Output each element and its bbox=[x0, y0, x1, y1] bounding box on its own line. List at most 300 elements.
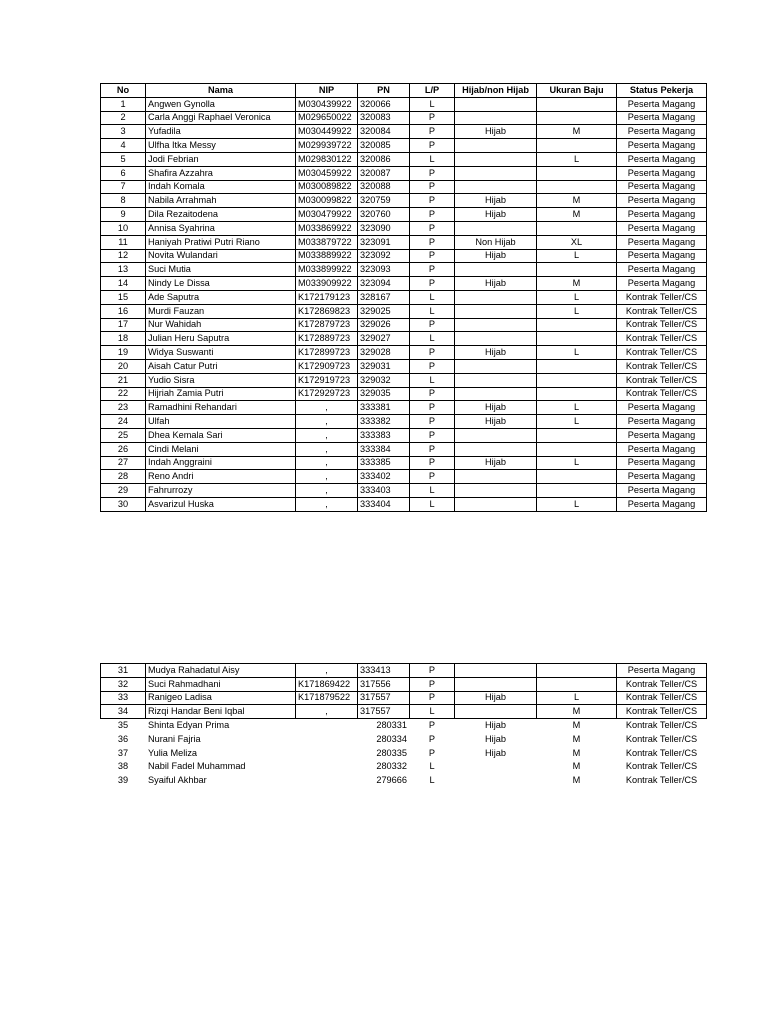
cell-status-pekerja: Peserta Magang bbox=[617, 139, 707, 153]
cell-pn: 329032 bbox=[358, 373, 410, 387]
table-row bbox=[101, 152, 707, 166]
cell-hijab: Hijab bbox=[455, 346, 537, 360]
cell-lp: P bbox=[410, 415, 455, 429]
cell-ukuran-baju bbox=[537, 470, 617, 484]
cell-pn: 333403 bbox=[358, 484, 410, 498]
cell-nip: K172879723 bbox=[296, 318, 358, 332]
cell-nama: Ade Saputra bbox=[146, 290, 296, 304]
cell-status-pekerja: Kontrak Teller/CS bbox=[625, 719, 698, 730]
table-row bbox=[101, 125, 707, 139]
table-row bbox=[101, 194, 707, 208]
cell-no: 10 bbox=[101, 221, 146, 235]
employee-table-continued bbox=[100, 663, 707, 788]
cell-nip bbox=[296, 732, 358, 746]
cell-nip: M029650022 bbox=[296, 111, 358, 125]
table-row bbox=[101, 97, 707, 111]
cell-pn: 333384 bbox=[358, 442, 410, 456]
cell-hijab bbox=[455, 359, 537, 373]
cell-hijab bbox=[455, 774, 537, 788]
header-row bbox=[101, 84, 707, 98]
cell-ukuran-baju bbox=[537, 166, 617, 180]
cell-no: 18 bbox=[101, 332, 146, 346]
cell-no: 38 bbox=[117, 761, 129, 772]
header-hijab: Hijab/non Hijab bbox=[455, 84, 537, 98]
cell-lp: P bbox=[410, 194, 455, 208]
cell-lp: P bbox=[410, 180, 455, 194]
cell-nama: Yulia Meliza bbox=[148, 747, 198, 758]
cell-no: 16 bbox=[101, 304, 146, 318]
cell-nama: Nurani Fajria bbox=[148, 733, 201, 744]
table-row bbox=[101, 208, 707, 222]
cell-status-pekerja: Kontrak Teller/CS bbox=[625, 761, 698, 772]
cell-hijab bbox=[455, 497, 537, 511]
cell-no: 26 bbox=[101, 442, 146, 456]
cell-nip: M033899922 bbox=[296, 263, 358, 277]
cell-hijab bbox=[455, 332, 537, 346]
cell-nip: M033879722 bbox=[296, 235, 358, 249]
cell-nip bbox=[296, 774, 358, 788]
cell-lp: L bbox=[410, 705, 455, 719]
table-row bbox=[101, 221, 707, 235]
cell-hijab: Hijab bbox=[455, 456, 537, 470]
cell-pn: 333383 bbox=[358, 428, 410, 442]
cell-status-pekerja: Kontrak Teller/CS bbox=[617, 359, 707, 373]
cell-ukuran-baju bbox=[537, 387, 617, 401]
cell-nip: , bbox=[296, 664, 358, 678]
cell-hijab bbox=[455, 152, 537, 166]
cell-no: 14 bbox=[101, 277, 146, 291]
table-row bbox=[101, 664, 707, 678]
cell-nama: Nabila Arrahmah bbox=[146, 194, 296, 208]
cell-no: 12 bbox=[101, 249, 146, 263]
employee-table bbox=[100, 83, 707, 512]
table-row bbox=[101, 677, 707, 691]
table-row bbox=[101, 139, 707, 153]
cell-nama: Nabil Fadel Muhammad bbox=[148, 761, 246, 772]
cell-nip: K172929723 bbox=[296, 387, 358, 401]
cell-nip bbox=[296, 719, 358, 733]
cell-pn: 329031 bbox=[358, 359, 410, 373]
cell-no: 3 bbox=[101, 125, 146, 139]
cell-nama: Suci Rahmadhani bbox=[146, 677, 296, 691]
cell-pn: 320088 bbox=[358, 180, 410, 194]
cell-status-pekerja: Kontrak Teller/CS bbox=[617, 346, 707, 360]
cell-lp: P bbox=[428, 733, 436, 744]
cell-nama: Murdi Fauzan bbox=[146, 304, 296, 318]
cell-ukuran-baju bbox=[537, 332, 617, 346]
cell-pn: 323094 bbox=[358, 277, 410, 291]
cell-ukuran-baju: M bbox=[572, 719, 581, 730]
cell-nama: Ramadhini Rehandari bbox=[146, 401, 296, 415]
cell-lp: P bbox=[410, 263, 455, 277]
cell-no: 35 bbox=[117, 719, 129, 730]
cell-nip: M030099822 bbox=[296, 194, 358, 208]
cell-status-pekerja: Peserta Magang bbox=[617, 208, 707, 222]
cell-nip: , bbox=[296, 442, 358, 456]
header-pn: PN bbox=[358, 84, 410, 98]
table-row bbox=[101, 732, 707, 746]
cell-no: 7 bbox=[101, 180, 146, 194]
cell-hijab: Hijab bbox=[485, 747, 506, 758]
cell-lp: P bbox=[410, 456, 455, 470]
cell-hijab: Hijab bbox=[455, 277, 537, 291]
table-body-continued bbox=[101, 664, 707, 788]
cell-lp: P bbox=[410, 387, 455, 401]
cell-hijab: Hijab bbox=[455, 249, 537, 263]
cell-nama: Dila Rezaitodena bbox=[146, 208, 296, 222]
cell-status-pekerja: Kontrak Teller/CS bbox=[625, 775, 698, 786]
table-row bbox=[101, 484, 707, 498]
cell-nama: Nindy Le Dissa bbox=[146, 277, 296, 291]
cell-nip: , bbox=[296, 484, 358, 498]
cell-nama: Yufadila bbox=[146, 125, 296, 139]
table-row bbox=[101, 442, 707, 456]
cell-lp: P bbox=[410, 691, 455, 705]
cell-no: 25 bbox=[101, 428, 146, 442]
cell-status-pekerja: Peserta Magang bbox=[617, 401, 707, 415]
cell-pn: 320759 bbox=[358, 194, 410, 208]
cell-lp: L bbox=[410, 497, 455, 511]
cell-ukuran-baju: L bbox=[537, 304, 617, 318]
cell-no: 5 bbox=[101, 152, 146, 166]
cell-ukuran-baju: L bbox=[537, 415, 617, 429]
table-row bbox=[101, 428, 707, 442]
cell-pn: 323093 bbox=[358, 263, 410, 277]
cell-nama: Aisah Catur Putri bbox=[146, 359, 296, 373]
table-row bbox=[101, 373, 707, 387]
cell-nama: Carla Anggi Raphael Veronica bbox=[146, 111, 296, 125]
table-row bbox=[101, 415, 707, 429]
cell-status-pekerja: Peserta Magang bbox=[617, 442, 707, 456]
cell-no: 30 bbox=[101, 497, 146, 511]
cell-lp: P bbox=[428, 719, 436, 730]
cell-no: 31 bbox=[101, 664, 146, 678]
cell-no: 15 bbox=[101, 290, 146, 304]
cell-nip: , bbox=[296, 470, 358, 484]
cell-status-pekerja: Peserta Magang bbox=[617, 125, 707, 139]
cell-lp: P bbox=[410, 470, 455, 484]
cell-ukuran-baju: M bbox=[572, 761, 581, 772]
cell-lp: P bbox=[410, 111, 455, 125]
cell-nama: Nur Wahidah bbox=[146, 318, 296, 332]
cell-status-pekerja: Peserta Magang bbox=[617, 152, 707, 166]
cell-nip: K172889723 bbox=[296, 332, 358, 346]
cell-no: 13 bbox=[101, 263, 146, 277]
cell-pn: 317557 bbox=[358, 705, 410, 719]
cell-no: 36 bbox=[117, 733, 129, 744]
cell-lp: L bbox=[410, 332, 455, 346]
cell-status-pekerja: Peserta Magang bbox=[617, 111, 707, 125]
cell-nip bbox=[296, 746, 358, 760]
cell-lp: L bbox=[410, 304, 455, 318]
cell-nama: Annisa Syahrina bbox=[146, 221, 296, 235]
cell-status-pekerja: Peserta Magang bbox=[617, 277, 707, 291]
cell-nip: K172179123 bbox=[296, 290, 358, 304]
cell-status-pekerja: Peserta Magang bbox=[617, 180, 707, 194]
cell-pn: 333382 bbox=[358, 415, 410, 429]
cell-nip bbox=[296, 760, 358, 774]
cell-hijab: Hijab bbox=[455, 691, 537, 705]
cell-status-pekerja: Peserta Magang bbox=[617, 497, 707, 511]
header-ukuran-baju: Ukuran Baju bbox=[537, 84, 617, 98]
table-row bbox=[101, 277, 707, 291]
cell-no: 27 bbox=[101, 456, 146, 470]
cell-nip: , bbox=[296, 497, 358, 511]
cell-nip: M033869922 bbox=[296, 221, 358, 235]
table-row bbox=[101, 249, 707, 263]
cell-nama: Haniyah Pratiwi Putri Riano bbox=[146, 235, 296, 249]
cell-ukuran-baju: L bbox=[537, 152, 617, 166]
cell-pn: 333404 bbox=[358, 497, 410, 511]
cell-hijab bbox=[455, 387, 537, 401]
table-row bbox=[101, 719, 707, 733]
cell-status-pekerja: Kontrak Teller/CS bbox=[617, 691, 707, 705]
cell-ukuran-baju: XL bbox=[537, 235, 617, 249]
cell-ukuran-baju: M bbox=[537, 705, 617, 719]
cell-status-pekerja: Peserta Magang bbox=[617, 664, 707, 678]
table-row bbox=[101, 332, 707, 346]
cell-pn: 333402 bbox=[358, 470, 410, 484]
cell-pn: 320760 bbox=[358, 208, 410, 222]
cell-no: 37 bbox=[117, 747, 129, 758]
cell-status-pekerja: Peserta Magang bbox=[617, 221, 707, 235]
cell-ukuran-baju: L bbox=[537, 691, 617, 705]
cell-ukuran-baju bbox=[537, 221, 617, 235]
cell-pn: 323091 bbox=[358, 235, 410, 249]
cell-lp: P bbox=[410, 428, 455, 442]
cell-status-pekerja: Kontrak Teller/CS bbox=[617, 290, 707, 304]
cell-ukuran-baju: M bbox=[537, 208, 617, 222]
cell-nama: Julian Heru Saputra bbox=[146, 332, 296, 346]
cell-hijab: Hijab bbox=[455, 415, 537, 429]
table-row bbox=[101, 470, 707, 484]
cell-lp: P bbox=[410, 125, 455, 139]
cell-ukuran-baju: L bbox=[537, 456, 617, 470]
cell-status-pekerja: Peserta Magang bbox=[617, 249, 707, 263]
cell-pn: 329035 bbox=[358, 387, 410, 401]
cell-status-pekerja: Kontrak Teller/CS bbox=[617, 304, 707, 318]
cell-nip: K172869823 bbox=[296, 304, 358, 318]
cell-ukuran-baju bbox=[537, 664, 617, 678]
cell-nip: K171869422 bbox=[296, 677, 358, 691]
cell-hijab: Hijab bbox=[485, 733, 506, 744]
cell-no: 6 bbox=[101, 166, 146, 180]
cell-pn: 320083 bbox=[358, 111, 410, 125]
table-row bbox=[101, 456, 707, 470]
cell-ukuran-baju bbox=[537, 139, 617, 153]
cell-nip: M030459922 bbox=[296, 166, 358, 180]
cell-ukuran-baju bbox=[537, 180, 617, 194]
cell-nip: M030089822 bbox=[296, 180, 358, 194]
cell-status-pekerja: Peserta Magang bbox=[617, 194, 707, 208]
cell-lp: L bbox=[410, 152, 455, 166]
cell-no: 8 bbox=[101, 194, 146, 208]
cell-nip: , bbox=[296, 401, 358, 415]
cell-no: 23 bbox=[101, 401, 146, 415]
header-no: No bbox=[101, 84, 146, 98]
cell-nama: Mudya Rahadatul Aisy bbox=[146, 664, 296, 678]
cell-status-pekerja: Peserta Magang bbox=[617, 235, 707, 249]
cell-ukuran-baju: M bbox=[537, 125, 617, 139]
cell-status-pekerja: Peserta Magang bbox=[617, 456, 707, 470]
cell-nip: , bbox=[296, 428, 358, 442]
cell-nama: Jodi Febrian bbox=[146, 152, 296, 166]
cell-hijab bbox=[455, 290, 537, 304]
cell-no: 21 bbox=[101, 373, 146, 387]
header-status-pekerja: Status Pekerja bbox=[617, 84, 707, 98]
cell-nama: Novita Wulandari bbox=[146, 249, 296, 263]
cell-nama: Widya Suswanti bbox=[146, 346, 296, 360]
cell-status-pekerja: Peserta Magang bbox=[617, 263, 707, 277]
cell-nip: M033909922 bbox=[296, 277, 358, 291]
cell-lp: L bbox=[410, 484, 455, 498]
cell-ukuran-baju bbox=[537, 373, 617, 387]
cell-status-pekerja: Peserta Magang bbox=[617, 166, 707, 180]
table-row bbox=[101, 387, 707, 401]
cell-nama: Suci Mutia bbox=[146, 263, 296, 277]
cell-hijab bbox=[455, 166, 537, 180]
cell-lp: P bbox=[410, 235, 455, 249]
cell-lp: P bbox=[410, 442, 455, 456]
cell-lp: P bbox=[410, 277, 455, 291]
cell-nip: K172909723 bbox=[296, 359, 358, 373]
cell-pn: 333413 bbox=[358, 664, 410, 678]
cell-hijab bbox=[455, 760, 537, 774]
cell-pn: 320087 bbox=[358, 166, 410, 180]
table-row bbox=[101, 359, 707, 373]
cell-hijab bbox=[455, 484, 537, 498]
cell-nama: Rizqi Handar Beni Iqbal bbox=[146, 705, 296, 719]
cell-hijab: Hijab bbox=[455, 194, 537, 208]
cell-nip: M030449922 bbox=[296, 125, 358, 139]
cell-ukuran-baju: M bbox=[572, 747, 581, 758]
cell-no: 28 bbox=[101, 470, 146, 484]
cell-no: 17 bbox=[101, 318, 146, 332]
cell-hijab bbox=[455, 304, 537, 318]
cell-no: 34 bbox=[101, 705, 146, 719]
cell-status-pekerja: Peserta Magang bbox=[617, 428, 707, 442]
cell-hijab bbox=[455, 705, 537, 719]
cell-no: 39 bbox=[117, 775, 129, 786]
cell-hijab bbox=[455, 318, 537, 332]
cell-pn: 317556 bbox=[358, 677, 410, 691]
cell-lp: P bbox=[410, 221, 455, 235]
table-body bbox=[101, 97, 707, 511]
cell-nip: , bbox=[296, 415, 358, 429]
cell-hijab bbox=[455, 664, 537, 678]
table-row bbox=[101, 401, 707, 415]
cell-hijab bbox=[455, 263, 537, 277]
cell-nama: Syaiful Akhbar bbox=[148, 775, 207, 786]
cell-pn: 323092 bbox=[358, 249, 410, 263]
cell-no: 22 bbox=[101, 387, 146, 401]
table-row bbox=[101, 304, 707, 318]
table-row bbox=[101, 166, 707, 180]
cell-nip: M029830122 bbox=[296, 152, 358, 166]
table-row bbox=[101, 318, 707, 332]
cell-ukuran-baju bbox=[537, 97, 617, 111]
cell-pn: 317557 bbox=[358, 691, 410, 705]
cell-hijab bbox=[455, 428, 537, 442]
cell-nama: Reno Andri bbox=[146, 470, 296, 484]
cell-no: 2 bbox=[101, 111, 146, 125]
cell-hijab bbox=[455, 442, 537, 456]
cell-status-pekerja: Peserta Magang bbox=[617, 97, 707, 111]
cell-ukuran-baju: L bbox=[537, 401, 617, 415]
cell-status-pekerja: Kontrak Teller/CS bbox=[617, 677, 707, 691]
cell-nama: Fahrurrozy bbox=[146, 484, 296, 498]
cell-ukuran-baju bbox=[537, 263, 617, 277]
cell-ukuran-baju: M bbox=[537, 277, 617, 291]
cell-ukuran-baju bbox=[537, 442, 617, 456]
cell-status-pekerja: Kontrak Teller/CS bbox=[625, 747, 698, 758]
table-row bbox=[101, 290, 707, 304]
cell-nama: Ulfah bbox=[146, 415, 296, 429]
table-row bbox=[101, 497, 707, 511]
cell-no: 20 bbox=[101, 359, 146, 373]
cell-status-pekerja: Peserta Magang bbox=[617, 484, 707, 498]
cell-ukuran-baju: M bbox=[572, 733, 581, 744]
cell-no: 29 bbox=[101, 484, 146, 498]
cell-lp: P bbox=[410, 346, 455, 360]
cell-ukuran-baju bbox=[537, 428, 617, 442]
cell-status-pekerja: Peserta Magang bbox=[617, 415, 707, 429]
cell-pn: 280334 bbox=[376, 733, 407, 744]
cell-pn: 329028 bbox=[358, 346, 410, 360]
cell-ukuran-baju bbox=[537, 111, 617, 125]
table-row bbox=[101, 263, 707, 277]
cell-status-pekerja: Kontrak Teller/CS bbox=[617, 373, 707, 387]
header-nip: NIP bbox=[296, 84, 358, 98]
cell-pn: 320085 bbox=[358, 139, 410, 153]
cell-ukuran-baju: L bbox=[537, 290, 617, 304]
cell-nip: , bbox=[296, 456, 358, 470]
cell-pn: 328167 bbox=[358, 290, 410, 304]
cell-hijab: Hijab bbox=[485, 719, 506, 730]
cell-pn: 279666 bbox=[376, 775, 407, 786]
cell-lp: P bbox=[410, 677, 455, 691]
cell-no: 1 bbox=[101, 97, 146, 111]
cell-status-pekerja: Kontrak Teller/CS bbox=[617, 332, 707, 346]
cell-hijab bbox=[455, 677, 537, 691]
cell-lp: L bbox=[410, 290, 455, 304]
cell-nama: Asvarizul Huska bbox=[146, 497, 296, 511]
cell-nama: Indah Anggraini bbox=[146, 456, 296, 470]
cell-nip: K172899723 bbox=[296, 346, 358, 360]
cell-nama: Indah Komala bbox=[146, 180, 296, 194]
cell-no: 24 bbox=[101, 415, 146, 429]
table-row bbox=[101, 111, 707, 125]
cell-nama: Ranigeo Ladisa bbox=[146, 691, 296, 705]
table-row bbox=[101, 180, 707, 194]
cell-ukuran-baju: L bbox=[537, 497, 617, 511]
cell-nama: Yudio Sisra bbox=[146, 373, 296, 387]
cell-ukuran-baju bbox=[537, 359, 617, 373]
cell-lp: P bbox=[410, 318, 455, 332]
cell-ukuran-baju: M bbox=[572, 775, 581, 786]
cell-nip: M029939722 bbox=[296, 139, 358, 153]
cell-ukuran-baju: L bbox=[537, 346, 617, 360]
cell-hijab bbox=[455, 221, 537, 235]
cell-pn: 280332 bbox=[376, 761, 407, 772]
cell-ukuran-baju: M bbox=[537, 194, 617, 208]
cell-pn: 329027 bbox=[358, 332, 410, 346]
cell-hijab bbox=[455, 111, 537, 125]
cell-nama: Hijriah Zamia Putri bbox=[146, 387, 296, 401]
cell-lp: L bbox=[429, 761, 435, 772]
cell-hijab: Hijab bbox=[455, 401, 537, 415]
cell-no: 4 bbox=[101, 139, 146, 153]
